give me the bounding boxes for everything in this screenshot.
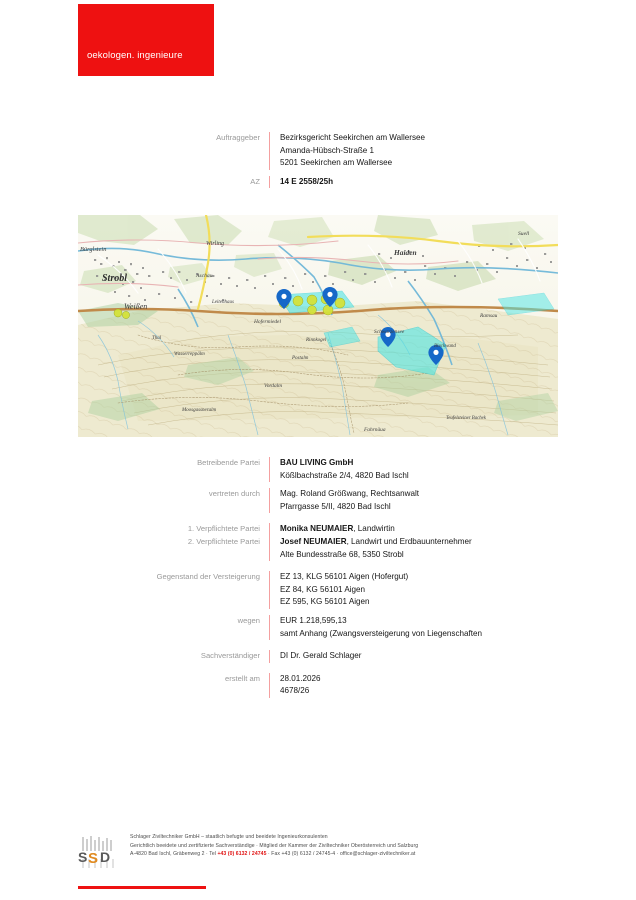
svg-text:Teufelsteiner Bachek: Teufelsteiner Bachek — [446, 416, 486, 421]
verpflichtete-2-name: Josef NEUMAIER, Landwirt und Erdbauunternehmer — [280, 536, 472, 546]
betreibende-partei-address: Kößlbachstraße 2/4, 4820 Bad Ischl — [280, 470, 409, 480]
meta-label-vertreten-durch: vertreten durch — [208, 489, 260, 499]
svg-text:Bürglstein: Bürglstein — [80, 246, 107, 253]
wegen-amount: EUR 1.218,595,13 — [280, 615, 347, 625]
ssd-logo — [78, 835, 120, 869]
footer-line-3 — [130, 850, 566, 859]
meta-label-erstellt-am: erstellt am — [224, 673, 260, 683]
gegenstand-line-2: EZ 84, KG 56101 Aigen — [280, 584, 366, 594]
az-value: 14 E 2558/25h — [280, 176, 334, 186]
verpflichtete-2-address: Alte Bundesstraße 68, 5350 Strobl — [280, 549, 404, 559]
map-terrain — [78, 301, 558, 437]
ssd-logo-letter-d: D — [100, 849, 111, 865]
meta-value-betreibende-partei — [270, 457, 559, 482]
erstellt-am-number: 4678/26 — [280, 686, 310, 696]
svg-text:Haiden: Haiden — [394, 248, 417, 257]
header-meta-table — [78, 132, 558, 188]
company-logo — [78, 4, 214, 76]
gegenstand-line-1: EZ 13, KLG 56101 Aigen (Hofergut) — [280, 572, 409, 582]
meta-label-verpflichtete-partei-2: 2. Verpflichtete Partei — [187, 536, 260, 546]
auftraggeber-line-2: Amanda-Hübsch-Straße 1 — [280, 145, 375, 155]
footer-red-rule — [78, 886, 206, 889]
meta-value-gegenstand — [270, 571, 559, 609]
map-canvas — [78, 215, 558, 437]
meta-row-az — [78, 176, 558, 189]
erstellt-am-date: 28.01.2026 — [280, 673, 321, 683]
meta-label-auftraggeber: Auftraggeber — [216, 133, 260, 142]
ssd-logo-letter-s2: S — [88, 850, 99, 867]
meta-row-auftraggeber — [78, 132, 558, 170]
verpflichtete-1-name: Monika NEUMAIER, Landwirtin — [280, 524, 395, 534]
svg-text:Rinnkogel: Rinnkogel — [306, 338, 327, 343]
footer-line-3-pre: A-4820 Bad Ischl, Gräbenweg 2 · Tel — [130, 851, 218, 858]
meta-value-verpflichtete-partei-2 — [270, 536, 559, 561]
meta-label-sachverstaendiger: Sachverständiger — [200, 651, 260, 661]
footer-line-2: Gerichtlich beeidete und zertifizierte Sachverständige · Mitglied der Kammer der Ziviltechniker Oberösterreich und Salzburg — [130, 842, 419, 849]
meta-row-vertreten-durch — [78, 488, 558, 513]
meta-label-verpflichtete-partei-1: 1. Verpflichtete Partei — [187, 524, 260, 534]
svg-text:Suell: Suell — [518, 231, 530, 237]
svg-text:Bleckwand: Bleckwand — [434, 344, 456, 349]
sachverstaendiger-name: DI Dr. Gerald Schlager — [280, 651, 362, 661]
meta-spacer-3 — [78, 513, 558, 523]
meta-label-wegen: wegen — [237, 615, 260, 625]
gegenstand-line-3: EZ 595, KG 56101 Aigen — [280, 597, 370, 607]
ssd-logo-letter-s1: S — [78, 849, 88, 865]
svg-text:Schwarzensee: Schwarzensee — [374, 329, 405, 335]
svg-text:Hofermiedel: Hofermiedel — [254, 319, 281, 325]
vertreter-name: Mag. Roland Größwang, Rechtsanwalt — [280, 489, 420, 499]
meta-row-gegenstand — [78, 571, 558, 609]
footer-line-3-post: · Fax +43 (0) 6132 / 24745-4 · office@schlager-ziviltechniker.at — [266, 851, 416, 858]
svg-text:Thal: Thal — [152, 336, 162, 341]
auftraggeber-line-3: 5201 Seekirchen am Wallersee — [280, 158, 393, 168]
footer-contact-block — [130, 833, 566, 859]
meta-spacer-4 — [78, 561, 558, 571]
meta-row-erstellt-am — [78, 673, 558, 698]
meta-value-erstellt-am — [270, 673, 559, 698]
meta-row-verpflichtete-2 — [78, 536, 558, 561]
meta-spacer-7 — [78, 663, 558, 673]
meta-row-betreibende-partei — [78, 457, 558, 482]
svg-text:Weißen: Weißen — [124, 302, 148, 311]
svg-text:Strobl: Strobl — [102, 273, 128, 284]
details-meta-table — [78, 457, 558, 698]
meta-label-betreibende-partei: Betreibende Partei — [197, 458, 260, 467]
meta-value-auftraggeber — [270, 132, 559, 170]
meta-value-sachverstaendiger — [270, 650, 559, 663]
svg-text:Aschau: Aschau — [196, 273, 213, 279]
meta-value-vertreten-durch — [270, 488, 559, 513]
meta-value-verpflichtete-partei-1 — [270, 523, 559, 536]
meta-label-gegenstand: Gegenstand der Versteigerung — [156, 572, 260, 582]
meta-row-verpflichtete-1 — [78, 523, 558, 536]
vertreter-address: Pfarrgasse 5/II, 4820 Bad Ischl — [280, 501, 391, 511]
svg-text:Leitenhaus: Leitenhaus — [212, 300, 234, 305]
meta-label-az: AZ — [250, 176, 260, 186]
footer-phone[interactable]: +43 (0) 6132 / 24745 — [217, 851, 267, 858]
auftraggeber-line-1: Bezirksgericht Seekirchen am Wallersee — [280, 133, 425, 142]
meta-spacer-6 — [78, 640, 558, 650]
meta-value-az — [270, 176, 559, 189]
ssd-logo-mark — [78, 835, 120, 869]
svg-text:Wasserreppälm: Wasserreppälm — [174, 352, 205, 357]
overview-map[interactable] — [78, 215, 558, 437]
svg-text:Fahrnäua: Fahrnäua — [364, 427, 386, 433]
footer-line-1: Schlager Ziviltechniker GmbH – staatlich befugte und beeidete Ingenieurkonsulenten — [130, 834, 328, 840]
company-logo-text: oekologen. ingenieure — [87, 50, 183, 61]
svg-text:Postalm: Postalm — [292, 356, 309, 361]
svg-text:Ramsau: Ramsau — [480, 313, 498, 319]
svg-text:Vordalm: Vordalm — [264, 383, 283, 389]
wegen-detail: samt Anhang (Zwangsversteigerung von Liegenschaften — [280, 628, 483, 638]
svg-text:Wirling: Wirling — [206, 241, 225, 247]
betreibende-partei-name: BAU LIVING GmbH — [280, 458, 354, 467]
svg-text:Moosgassneralm: Moosgassneralm — [182, 408, 217, 413]
meta-row-sachverstaendiger — [78, 650, 558, 663]
meta-row-wegen — [78, 615, 558, 640]
meta-value-wegen — [270, 615, 559, 640]
